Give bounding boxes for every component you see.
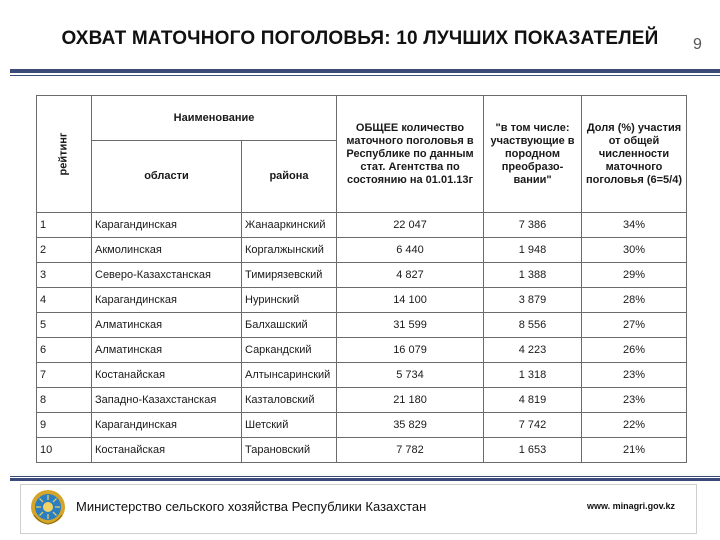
page-number: 9 (693, 36, 702, 53)
header-region: области (92, 141, 242, 213)
cell-share: 34% (582, 213, 687, 238)
bottom-rule (10, 478, 720, 481)
table-row (37, 238, 687, 263)
cell-region: Алматинская (92, 338, 242, 363)
cell-district: Саркандский (242, 338, 337, 363)
cell-region: Северо-Казахстанская (92, 263, 242, 288)
header-district: района (242, 141, 337, 213)
cell-breeding: 7 386 (484, 213, 582, 238)
cell-share: 30% (582, 238, 687, 263)
cell-share: 23% (582, 388, 687, 413)
cell-breeding: 1 653 (484, 438, 582, 463)
cell-rank: 9 (37, 413, 92, 438)
table-row (37, 313, 687, 338)
cell-total: 7 782 (337, 438, 484, 463)
table-row (37, 413, 687, 438)
cell-breeding: 8 556 (484, 313, 582, 338)
kazakhstan-emblem-icon (30, 489, 66, 525)
cell-breeding: 4 223 (484, 338, 582, 363)
cell-share: 23% (582, 363, 687, 388)
table-row (37, 338, 687, 363)
cell-breeding: 1 948 (484, 238, 582, 263)
top-rule-thin (10, 75, 720, 76)
cell-total: 21 180 (337, 388, 484, 413)
cell-total: 16 079 (337, 338, 484, 363)
data-table (36, 95, 687, 463)
cell-district: Тимирязевский (242, 263, 337, 288)
top-rule (10, 69, 720, 73)
table-row (37, 263, 687, 288)
cell-rank: 3 (37, 263, 92, 288)
cell-region: Костанайская (92, 438, 242, 463)
cell-breeding: 4 819 (484, 388, 582, 413)
footer-ministry: Министерство сельского хозяйства Республики Казахстан (76, 499, 427, 514)
cell-share: 26% (582, 338, 687, 363)
cell-rank: 10 (37, 438, 92, 463)
cell-share: 22% (582, 413, 687, 438)
table-row (37, 288, 687, 313)
cell-rank: 5 (37, 313, 92, 338)
cell-total: 22 047 (337, 213, 484, 238)
cell-region: Западно-Казахстанская (92, 388, 242, 413)
cell-breeding: 3 879 (484, 288, 582, 313)
cell-rank: 4 (37, 288, 92, 313)
cell-breeding: 1 388 (484, 263, 582, 288)
header-breeding: "в том числе: участвующие в породном преобразо-вании" (484, 96, 582, 213)
cell-rank: 6 (37, 338, 92, 363)
table-row (37, 388, 687, 413)
cell-share: 27% (582, 313, 687, 338)
cell-district: Нуринский (242, 288, 337, 313)
cell-total: 6 440 (337, 238, 484, 263)
bottom-rule-thin (10, 476, 720, 477)
cell-total: 31 599 (337, 313, 484, 338)
cell-total: 4 827 (337, 263, 484, 288)
cell-total: 35 829 (337, 413, 484, 438)
page-title: ОХВАТ МАТОЧНОГО ПОГОЛОВЬЯ: 10 ЛУЧШИХ ПОКАЗАТЕЛЕЙ (61, 28, 659, 49)
cell-district: Тарановский (242, 438, 337, 463)
cell-region: Карагандинская (92, 213, 242, 238)
cell-breeding: 1 318 (484, 363, 582, 388)
cell-region: Карагандинская (92, 288, 242, 313)
cell-rank: 1 (37, 213, 92, 238)
cell-rank: 7 (37, 363, 92, 388)
cell-district: Шетский (242, 413, 337, 438)
cell-district: Казталовский (242, 388, 337, 413)
cell-rank: 2 (37, 238, 92, 263)
cell-share: 28% (582, 288, 687, 313)
cell-district: Балхашский (242, 313, 337, 338)
header-total: ОБЩЕЕ количество маточного поголовья в Республике по данным стат. Агентства по состоянию на 01.01.13г (337, 96, 484, 213)
cell-total: 5 734 (337, 363, 484, 388)
cell-share: 21% (582, 438, 687, 463)
cell-region: Карагандинская (92, 413, 242, 438)
table-row (37, 213, 687, 238)
header-name: Наименование (92, 96, 337, 141)
cell-district: Жанааркинский (242, 213, 337, 238)
cell-region: Алматинская (92, 313, 242, 338)
table-row (37, 438, 687, 463)
header-rating: рейтинг (37, 96, 92, 213)
cell-region: Костанайская (92, 363, 242, 388)
cell-rank: 8 (37, 388, 92, 413)
cell-breeding: 7 742 (484, 413, 582, 438)
footer-url-link[interactable]: www. minagri.gov.kz (587, 501, 676, 511)
cell-district: Алтынсаринский (242, 363, 337, 388)
header-share: Доля (%) участия от общей численности маточного поголовья (6=5/4) (582, 96, 687, 213)
cell-district: Коргалжынский (242, 238, 337, 263)
table-row (37, 363, 687, 388)
cell-total: 14 100 (337, 288, 484, 313)
cell-share: 29% (582, 263, 687, 288)
cell-region: Акмолинская (92, 238, 242, 263)
